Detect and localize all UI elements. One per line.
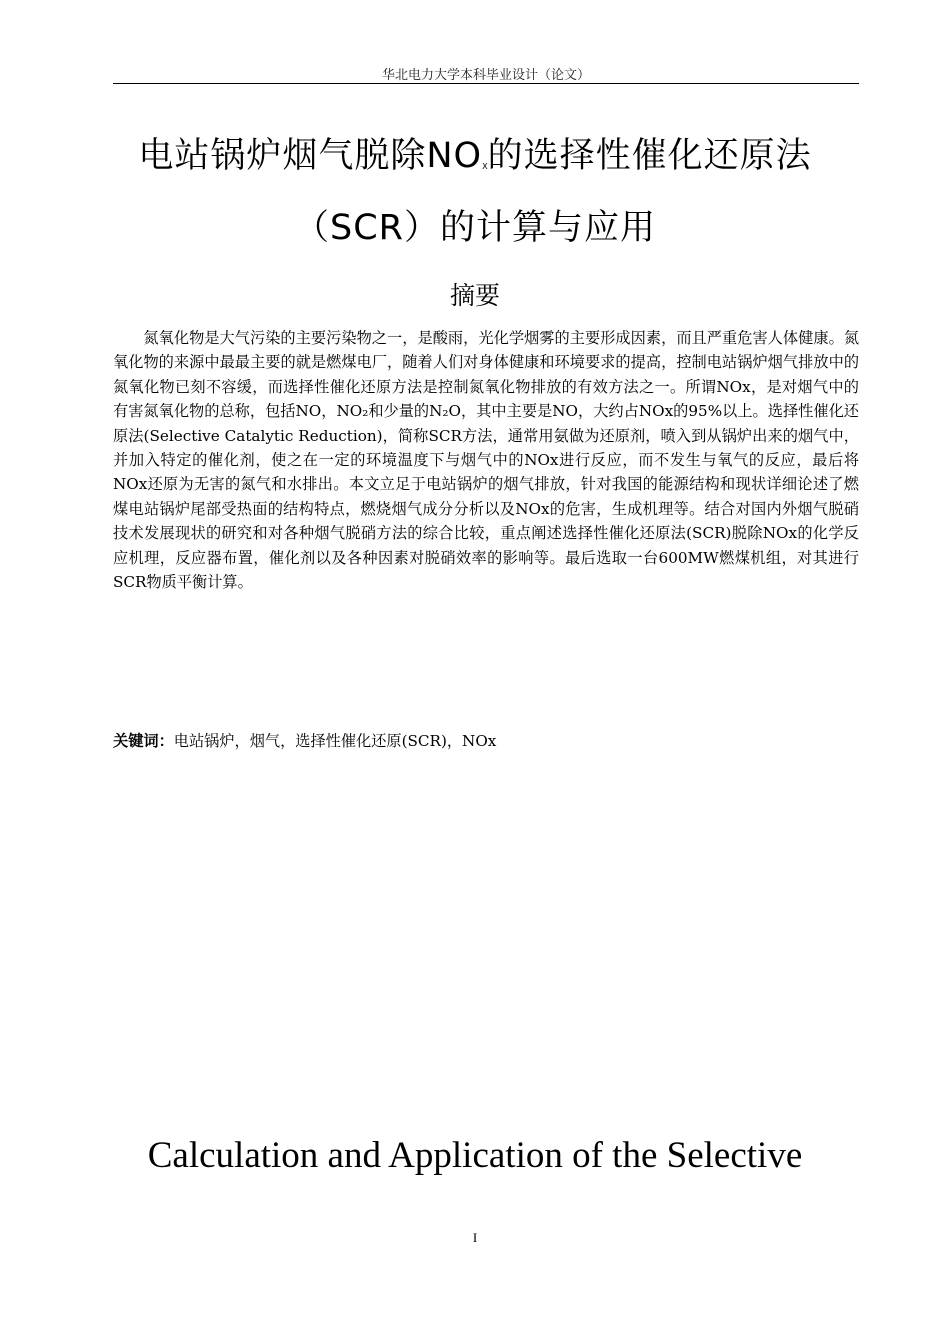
title-line-2: （SCR）的计算与应用 (294, 208, 656, 248)
abstract-heading: 摘要 (449, 281, 500, 310)
title-line-1-after: 的选择性催化还原法 (487, 136, 812, 176)
running-header: 华北电力大学本科毕业设计（论文） (381, 68, 590, 83)
english-title: Calculation and Application of the Selective (147, 1135, 803, 1176)
header-rule (113, 83, 859, 84)
keywords-value: 电站锅炉，烟气，选择性催化还原(SCR)，NOx (173, 732, 497, 750)
keywords-label: 关键词： (113, 732, 174, 750)
title-line-1 (60, 128, 890, 178)
keywords-line (113, 730, 859, 751)
title-line-1-before: 电站锅炉烟气脱除NO (138, 136, 483, 176)
title-subscript: X (482, 162, 488, 171)
page-number: I (472, 1230, 478, 1245)
abstract-body: 氮氧化物是大气污染的主要污染物之一，是酸雨，光化学烟雾的主要形成因素，而且严重危害人体健康。氮氧化物的来源中最最主要的就是燃煤电厂，随着人们对身体健康和环境要求的提高，控制电站锅炉烟气排放中的氮氧化物已刻不容缓，而选择性催化还原方法是控制氮氧化物排放的有效方法之一。所谓NOx，是对烟气中的有害氮氧化物的总称，包括NO，NO₂和少量的N₂O，其中主要是NO，大约占NOx的95%以上。选择性催化还原法(Selective Catalytic Reduction)，简称SCR方法，通常用氨做为还原剂，喷入到从锅炉出来的烟气中，并加入特定的催化剂，使之在一定的环境温度下与烟气中的NOx进行反应，而不发生与氧气的反应，最后将NOx还原为无害的氮气和水排出。本文立足于电站锅炉的烟气排放，针对我国的能源结构和现状详细论述了燃煤电站锅炉尾部受热面的结构特点，燃烧烟气成分分析以及NOx的危害，生成机理等。结合对国内外烟气脱硝技术发展现状的研究和对各种烟气脱硝方法的综合比较，重点阐述选择性催化还原法(SCR)脱除NOx的化学反应机理，反应器布置，催化剂以及各种因素对脱硝效率的影响等。最后选取一台600MW燃煤机组，对其进行SCR物质平衡计算。 (113, 329, 859, 592)
